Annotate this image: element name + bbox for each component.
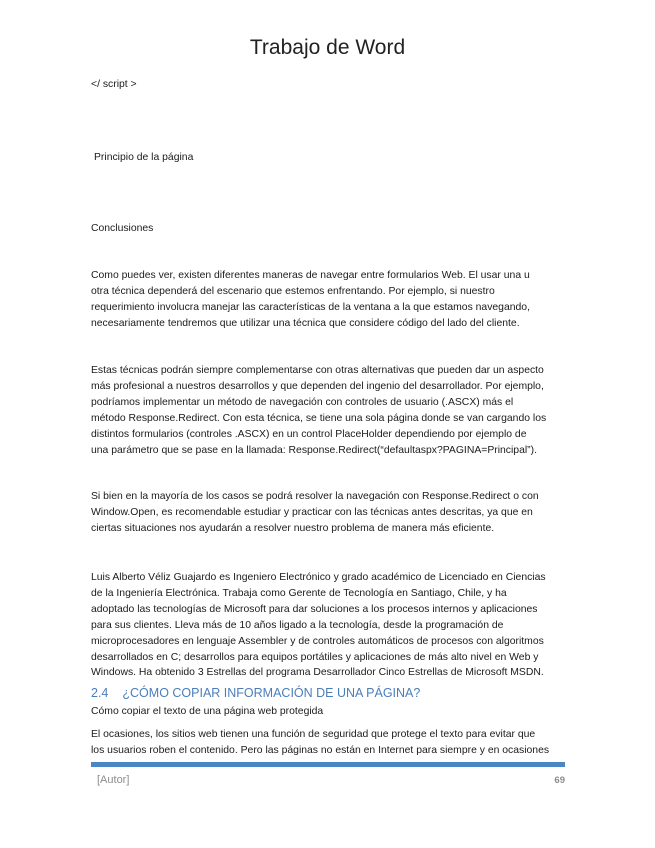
paragraph-line: otra técnica dependerá del escenario que estemos enfrentando. Por ejemplo, si nuestro xyxy=(91,285,495,297)
page-number: 69 xyxy=(554,775,565,786)
paragraph-line: requerimiento involucra manejar las características de la ventana a la que estamos navegando, xyxy=(91,301,530,313)
paragraph-line: Estas técnicas podrán siempre complementarse con otras alternativas que pueden dar un aspecto xyxy=(91,365,544,376)
paragraph-line: una parámetro que se pase en la llamada: Response.Redirect(“defaultaspx?PAGINA=Principal”). xyxy=(91,444,537,456)
section-number: 2.4 xyxy=(91,686,109,700)
footer-author: [Autor] xyxy=(97,774,130,786)
paragraph-line: Como puedes ver, existen diferentes maneras de navegar entre formularios Web. El usar una u xyxy=(91,270,530,281)
paragraph-line: de la Ingeniería Electrónica. Trabaja como Gerente de Tecnología en Santiago, Chile, y ha xyxy=(91,587,507,599)
paragraph-line: Si bien en la mayoría de los casos se podrá resolver la navegación con Response.Redirect o con xyxy=(91,491,539,502)
page-top-link[interactable]: Principio de la página xyxy=(94,152,194,163)
section-subheading: Cómo copiar el texto de una página web protegida xyxy=(91,706,324,717)
paragraph-line: los usuarios roben el contenido. Pero las páginas no están en Internet para siempre y en ocasiones xyxy=(91,744,550,756)
paragraph-line: más profesional a nuestros desarrollos y que dependen del ingenio del desarrollador. Por ejemplo, xyxy=(91,380,544,392)
paragraph-line: necesariamente tendremos que utilizar una técnica que considere código del lado del cliente. xyxy=(91,317,520,329)
paragraph-line: adoptado las tecnologías de Microsoft para dar soluciones a los procesos internos y aplicaciones xyxy=(91,603,538,615)
section-title: ¿CÓMO COPIAR INFORMACIÓN DE UNA PÁGINA? xyxy=(122,686,421,700)
footer-divider xyxy=(91,762,565,767)
paragraph-line: desarrollados en C; desarrollos para equipos portátiles y aplicaciones de más alto nivel en Web y xyxy=(91,651,539,663)
paragraph-author-bio xyxy=(91,570,569,681)
section-heading xyxy=(91,686,420,700)
paragraph-line: microprocesadores en lenguaje Assembler y de controles automáticos de procesos con algoritmos xyxy=(91,635,544,647)
paragraph-line: para sus clientes. Lleva más de 10 años ligado a la tecnología, desde la programación de xyxy=(91,619,504,631)
paragraph-protected-text xyxy=(91,727,569,759)
paragraph-navigation-ways xyxy=(91,268,569,332)
paragraph-line: método Response.Redirect. Con esta técnica, se tiene una sola página donde se van cargando los xyxy=(91,412,547,424)
paragraph-line: Luis Alberto Véliz Guajardo es Ingeniero Electrónico y grado académico de Licenciado en Ciencias xyxy=(91,572,546,583)
paragraph-line: ciertas situaciones nos ayudarán a resolver nuestro problema de manera más eficiente. xyxy=(91,522,495,534)
paragraph-line: distintos formularios (controles .ASCX) en un control PlaceHolder dependiendo por ejemplo de xyxy=(91,428,527,440)
paragraph-line: El ocasiones, los sitios web tienen una función de seguridad que protege el texto para evitar que xyxy=(91,729,536,740)
paragraph-line: Windows. Ha obtenido 3 Estrellas del programa Desarrollador Cinco Estrellas de Microsoft MSDN. xyxy=(91,667,544,679)
paragraph-line: podríamos implementar un método de navegación con controles de usuario (.ASCX) más el xyxy=(91,396,514,408)
page-header-title: Trabajo de Word xyxy=(249,36,406,59)
conclusions-label: Conclusiones xyxy=(91,223,154,234)
script-close-tag: </ script > xyxy=(91,79,137,90)
paragraph-line: Window.Open, es recomendable estudiar y practicar con las técnicas antes descritas, ya que en xyxy=(91,506,533,518)
paragraph-techniques xyxy=(91,363,569,458)
paragraph-recommendation xyxy=(91,489,569,537)
